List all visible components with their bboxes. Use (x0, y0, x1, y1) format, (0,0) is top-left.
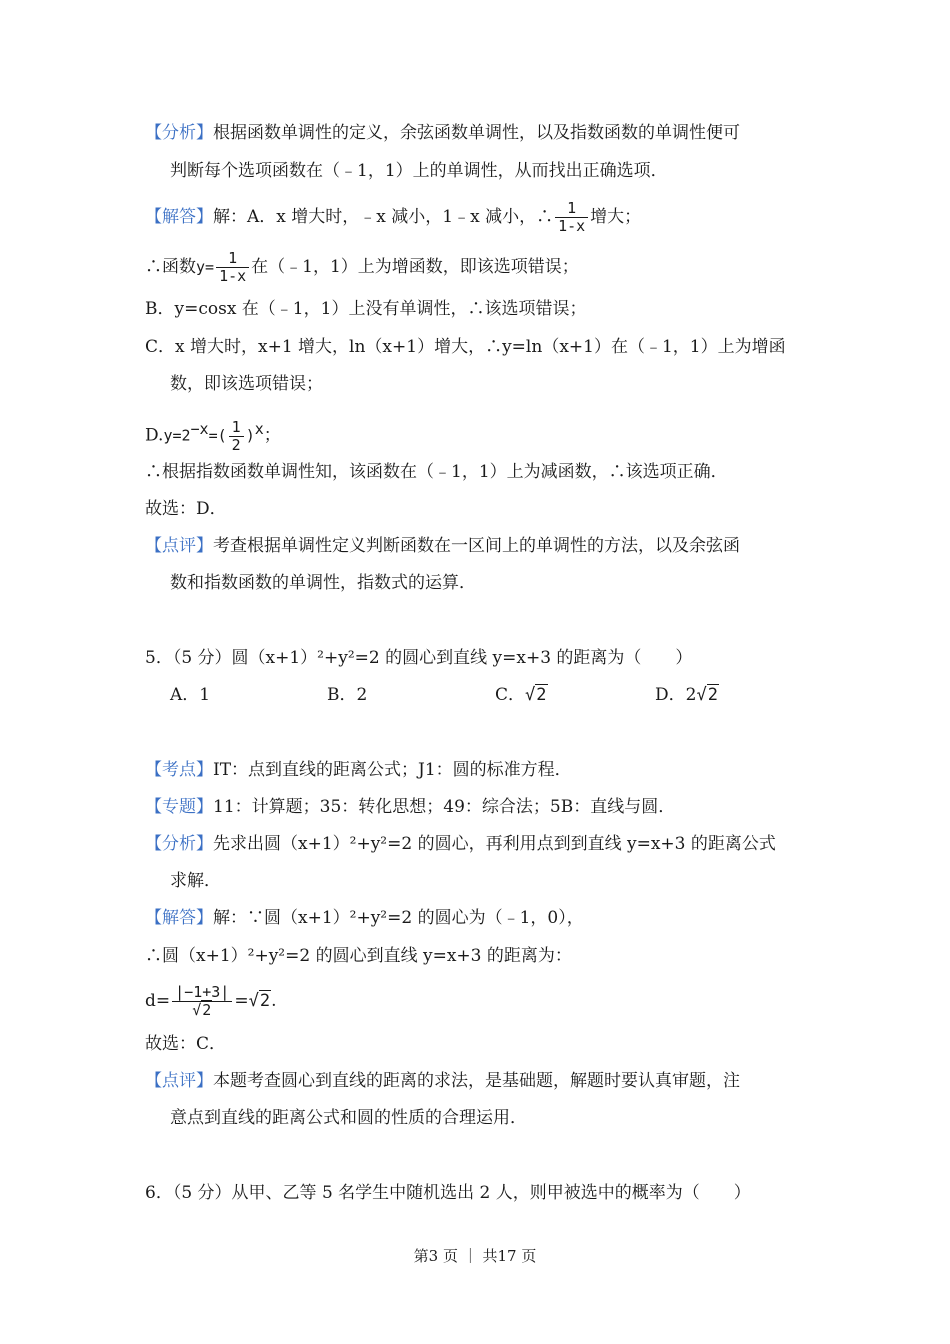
q4-analysis-line-2: 判断每个选项函数在（﹣1，1）上的单调性，从而找出正确选项． (170, 161, 668, 181)
q5-answer: 故选：C． (145, 1034, 227, 1054)
q5-option-c: C．√2 (495, 685, 547, 705)
q5-option-b: B．2 (327, 685, 368, 705)
topic-tag: 【专题】 (145, 797, 213, 817)
solution-tag: 【解答】 (145, 207, 213, 227)
q4-solution-line-c2: 数，即该选项错误； (170, 374, 323, 394)
sqrt-symbol: √2 (525, 685, 547, 705)
comment-tag: 【点评】 (145, 536, 213, 556)
sqrt-symbol: √2 (696, 685, 718, 705)
q5-comment-line-1: 【点评】本题考查圆心到直线的距离的求法，是基础题，解题时要认真审题，注 (145, 1071, 740, 1091)
q4-solution-line-d: $D.y=2^{-x}=$( $\frac{1}{2}$ )$^x$； (145, 417, 281, 454)
q5-option-d: D．2√2 (655, 685, 718, 705)
q5-solution-line-2: ∴圆（x+1）²+y²=2 的圆心到直线 y=x+3 的距离为： (145, 946, 572, 966)
comment-tag: 【点评】 (145, 1071, 213, 1091)
q4-solution-line-1: 【解答】解：A．x 增大时，﹣x 减小，1﹣x 减小，∴ $\frac{1}{1-x}$ 增大； (145, 199, 642, 235)
analysis-tag: 【分析】 (145, 834, 213, 854)
fraction-one-half: $\frac{1}{2}$ (229, 419, 244, 454)
page-footer: 第3 页 ｜ 共17 页 (413, 1247, 537, 1265)
q5-analysis-line-1: 【分析】先求出圆（x+1）²+y²=2 的圆心，再利用点到到直线 y=x+3 的距离公式 (145, 834, 776, 854)
solution-tag: 【解答】 (145, 908, 213, 928)
q5-option-a: A．1 (170, 685, 211, 705)
q4-analysis-line-1: 【分析】根据函数单调性的定义，余弦函数单调性，以及指数函数的单调性便可 (145, 123, 740, 143)
q5-solution-line-1: 【解答】解：∵圆（x+1）²+y²=2 的圆心为（﹣1，0）， (145, 908, 584, 928)
sqrt-symbol: √2 (248, 991, 271, 1011)
q5-topic: 【专题】11：计算题；35：转化思想；49：综合法；5B：直线与圆． (145, 797, 676, 817)
distance-fraction: $\frac{|-1+3|}{√2}$ (172, 984, 232, 1019)
fraction-1-over-1-minus-x: $\frac{1}{1-x}$ (216, 250, 249, 285)
q4-comment-line-1: 【点评】考查根据单调性定义判断函数在一区间上的单调性的方法，以及余弦函 (145, 536, 740, 556)
q4-solution-line-c1: C．x 增大时，x+1 增大，ln（x+1）增大，∴y=ln（x+1）在（﹣1，1）上为增函 (145, 337, 786, 357)
q6-stem: 6．（5 分）从甲、乙等 5 名学生中随机选出 2 人，则甲被选中的概率为（ ） (145, 1183, 751, 1203)
analysis-tag: 【分析】 (145, 123, 213, 143)
q5-comment-line-2: 意点到直线的距离公式和圆的性质的合理运用． (170, 1108, 527, 1128)
fraction-1-over-1-minus-x: $\frac{1}{1-x}$ (555, 200, 588, 235)
q5-test-point: 【考点】IT：点到直线的距离公式；J1：圆的标准方程． (145, 760, 572, 780)
q5-distance-formula: d= $\frac{|-1+3|}{√2}$ =√2. (145, 983, 277, 1019)
q4-answer: 故选：D． (145, 499, 227, 519)
q5-analysis-line-2: 求解． (170, 871, 221, 891)
q4-solution-line-a: ∴函数y= $\frac{1}{1-x}$ 在（﹣1，1）上为增函数，即该选项错误； (145, 249, 579, 285)
q4-solution-line-b: B．y=cosx 在（﹣1，1）上没有单调性，∴该选项错误； (145, 299, 587, 319)
q5-stem: 5．（5 分）圆（x+1）²+y²=2 的圆心到直线 y=x+3 的距离为（ ） (145, 648, 693, 668)
q4-solution-line-e: ∴根据指数函数单调性知，该函数在（﹣1，1）上为减函数，∴该选项正确． (145, 462, 728, 482)
q4-comment-line-2: 数和指数函数的单调性，指数式的运算． (170, 573, 476, 593)
test-point-tag: 【考点】 (145, 760, 213, 780)
